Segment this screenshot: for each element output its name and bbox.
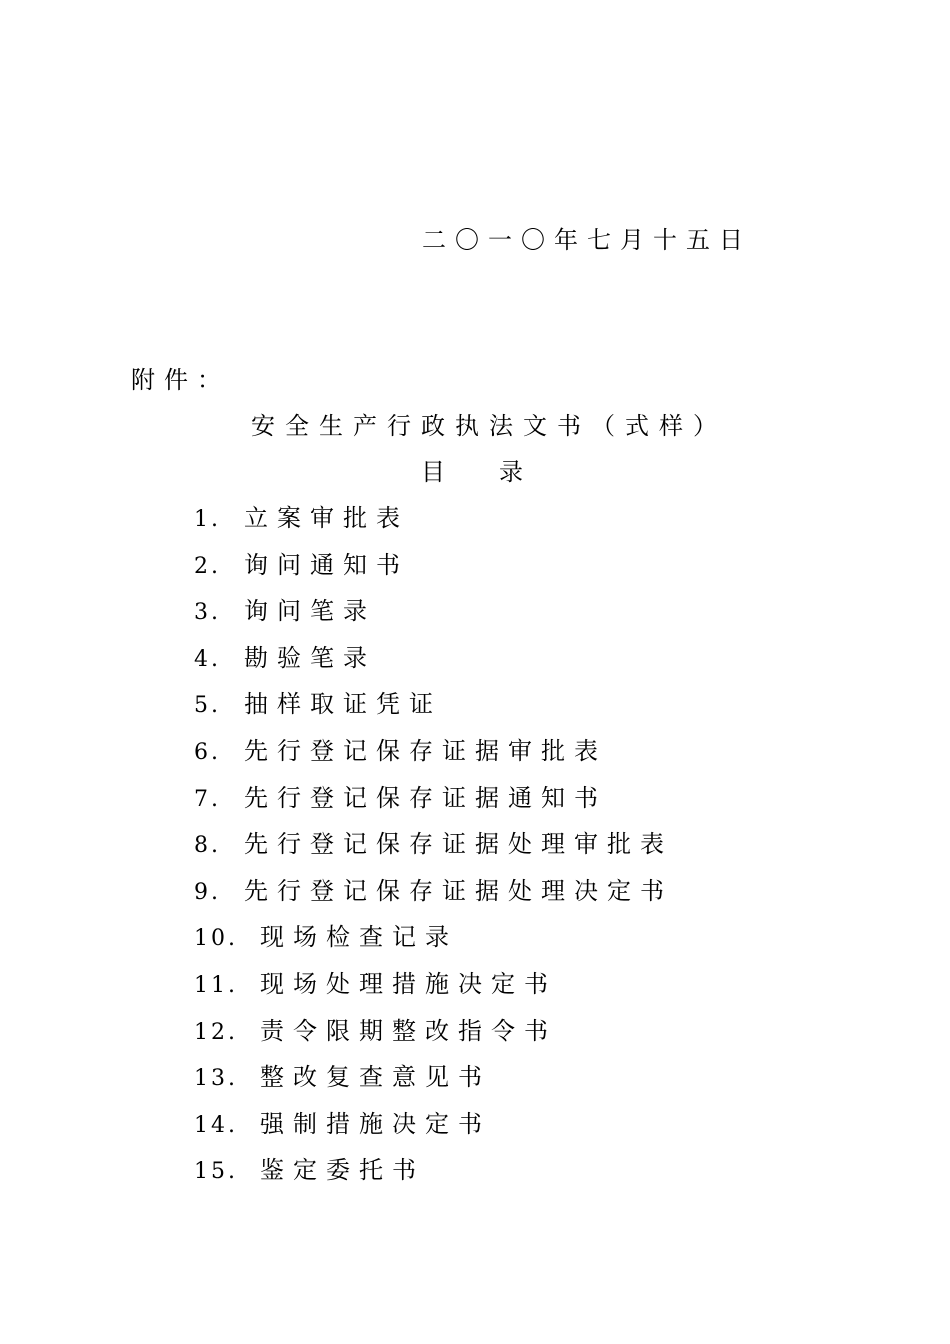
toc-heading bbox=[421, 454, 523, 490]
toc-item-number: 7. bbox=[194, 786, 221, 812]
toc-item-text: 整改复查意见书 bbox=[260, 1063, 491, 1092]
toc-item-text: 责令限期整改指令书 bbox=[260, 1016, 557, 1045]
toc-item-number: 6. bbox=[194, 739, 221, 765]
toc-item-text: 询问通知书 bbox=[244, 550, 409, 579]
toc-item-text: 先行登记保存证据处理决定书 bbox=[244, 876, 673, 905]
toc-heading-left: 目 bbox=[421, 458, 445, 486]
toc-item bbox=[194, 873, 673, 920]
toc-item-text: 现场处理措施决定书 bbox=[260, 969, 557, 998]
toc-item bbox=[194, 966, 673, 1013]
toc-item bbox=[194, 733, 673, 780]
toc-item-number: 8. bbox=[194, 833, 221, 859]
toc-item-text: 立案审批表 bbox=[244, 504, 409, 532]
toc-item bbox=[194, 500, 673, 547]
toc-item-number: 10. bbox=[194, 926, 238, 952]
toc-item-text: 抽样取证凭证 bbox=[244, 690, 442, 719]
toc-item bbox=[194, 593, 673, 640]
toc-item-text: 询问笔录 bbox=[244, 597, 376, 626]
toc-item-text: 先行登记保存证据通知书 bbox=[244, 783, 607, 812]
toc-item-number: 14. bbox=[194, 1112, 238, 1138]
toc-item-number: 15. bbox=[194, 1159, 238, 1185]
toc-item-number: 13. bbox=[194, 1066, 238, 1092]
toc-item-text: 先行登记保存证据处理审批表 bbox=[244, 830, 673, 859]
toc-item-number: 9. bbox=[194, 879, 221, 905]
toc-item bbox=[194, 1152, 673, 1199]
toc-item bbox=[194, 1013, 673, 1060]
toc-item bbox=[194, 1106, 673, 1153]
toc-item-text: 先行登记保存证据审批表 bbox=[244, 736, 607, 765]
toc-item-number: 5. bbox=[194, 693, 221, 719]
toc-list bbox=[194, 500, 673, 1199]
toc-heading-right: 录 bbox=[499, 458, 523, 486]
toc-item-number: 12. bbox=[194, 1019, 238, 1045]
toc-item bbox=[194, 640, 673, 687]
toc-item bbox=[194, 686, 673, 733]
toc-item bbox=[194, 826, 673, 873]
toc-item-text: 鉴定委托书 bbox=[260, 1156, 425, 1185]
document-date: 二〇一〇年七月十五日 bbox=[422, 226, 752, 254]
toc-item-number: 2. bbox=[194, 553, 221, 579]
toc-item bbox=[194, 919, 673, 966]
toc-item-number: 4. bbox=[194, 646, 221, 672]
attachment-label: 附件： bbox=[131, 366, 230, 394]
toc-item bbox=[194, 547, 673, 594]
toc-item-text: 强制措施决定书 bbox=[260, 1109, 491, 1138]
toc-item-text: 现场检查记录 bbox=[260, 923, 458, 952]
toc-item-number: 11. bbox=[194, 972, 238, 998]
toc-item-number: 1. bbox=[194, 507, 221, 532]
document-title: 安全生产行政执法文书（式样） bbox=[251, 412, 727, 440]
toc-item-text: 勘验笔录 bbox=[244, 643, 376, 672]
toc-item-number: 3. bbox=[194, 600, 221, 626]
toc-item bbox=[194, 780, 673, 827]
toc-item bbox=[194, 1059, 673, 1106]
